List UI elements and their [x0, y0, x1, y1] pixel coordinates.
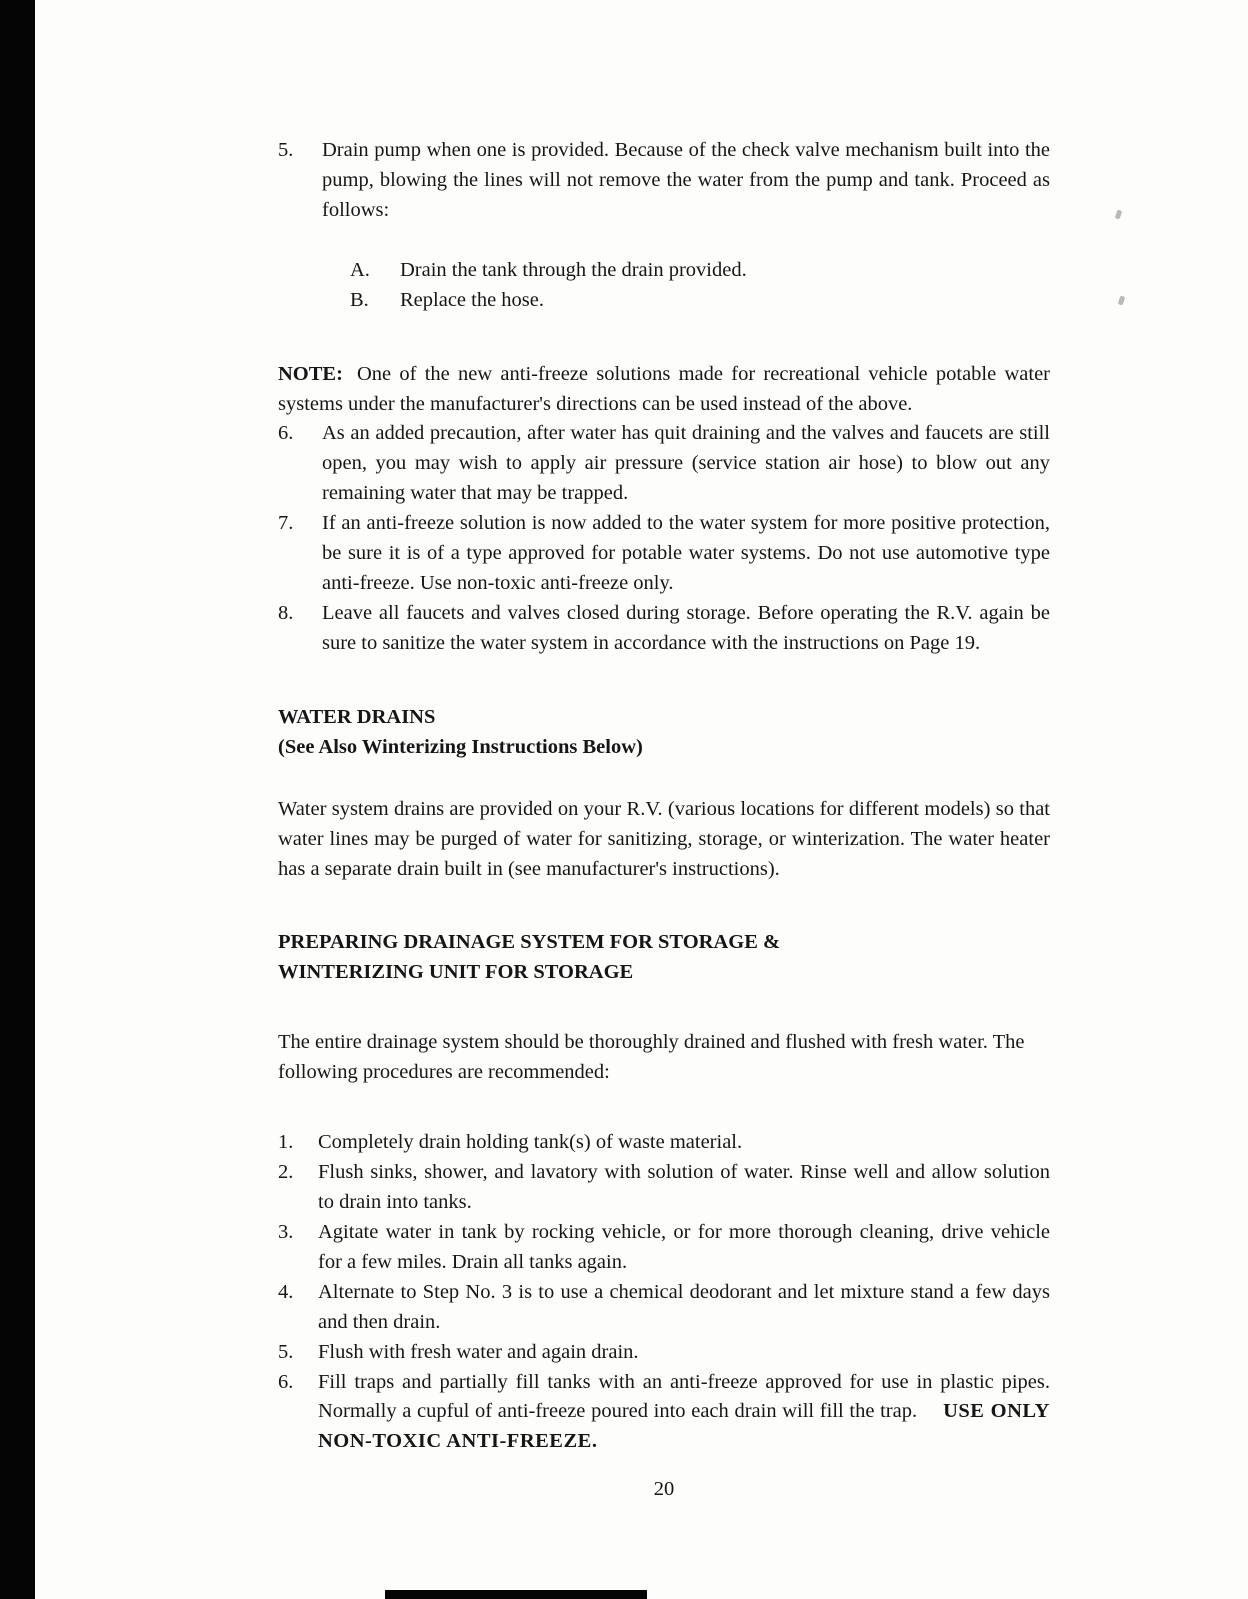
scan-artifact-left-bar — [0, 0, 35, 1599]
list-item-text — [318, 1368, 1050, 1458]
step-text: Fill traps and partially fill tanks with an anti-freeze approved for use in plastic pipes. Normally a cupful of anti-freeze poured into each drain will fill the trap. — [318, 1370, 1050, 1423]
step-item-4 — [278, 1278, 1050, 1338]
list-item-text: If an anti-freeze solution is now added to the water system for more positive protection, be sure it is of a type approved for potable water systems. Do not use automotive type anti-freeze. Use non-toxic anti-freeze only. — [322, 512, 1050, 595]
list-item-number: 1. — [278, 1131, 294, 1154]
sub-list-item-b — [350, 286, 1050, 316]
list-item-text: Agitate water in tank by rocking vehicle, or for more thorough cleaning, drive vehicle for a few miles. Drain all tanks again. — [318, 1220, 1050, 1273]
section-heading: WATER DRAINS — [278, 705, 436, 728]
scan-artifact-bottom-bar — [385, 1590, 647, 1599]
sub-list-item-a — [350, 256, 1050, 286]
list-item-text: Flush sinks, shower, and lavatory with solution of water. Rinse well and allow solution to drain into tanks. — [318, 1161, 1050, 1213]
paragraph: Water system drains are provided on your R.V. (various locations for different models) so that water lines may be purged of water for sanitizing, storage, or winterization. The water heater has a separate drain built in (see manufacturer's instructions). — [278, 797, 1050, 880]
list-item-text: Alternate to Step No. 3 is to use a chemical deodorant and let mixture stand a few days and then drain. — [318, 1280, 1050, 1333]
step-item-1 — [278, 1128, 1050, 1158]
intro-paragraph: The entire drainage system should be thoroughly drained and flushed with fresh water. The following procedures are recommended: — [278, 1031, 1025, 1084]
step-item-2 — [278, 1158, 1050, 1218]
list-item-number: 7. — [278, 512, 294, 535]
list-item-number: 6. — [278, 422, 294, 445]
section-heading-line2: WINTERIZING UNIT FOR STORAGE — [278, 961, 634, 984]
list-item-5 — [278, 136, 1050, 226]
list-item-number: 4. — [278, 1280, 294, 1303]
list-item-number: B. — [350, 288, 369, 311]
note-label: NOTE: — [278, 362, 343, 385]
list-item-text: Drain the tank through the drain provided. — [400, 258, 747, 281]
list-item-text: As an added precaution, after water has quit draining and the valves and faucets are still open, you may wish to apply air pressure (service station air hose) to blow out any remaining water that may be trapped. — [322, 422, 1050, 505]
list-item-number: 6. — [278, 1370, 294, 1393]
steps-list — [278, 1128, 1050, 1457]
list-item-number: 5. — [278, 1340, 294, 1363]
section-heading-line1: PREPARING DRAINAGE SYSTEM FOR STORAGE & — [278, 931, 781, 954]
list-item-text: Completely drain holding tank(s) of waste material. — [318, 1131, 743, 1154]
section-subheading: (See Also Winterizing Instructions Below) — [278, 735, 643, 758]
list-item-number: 2. — [278, 1161, 294, 1184]
list-item-6 — [278, 419, 1050, 509]
list-item-number: 3. — [278, 1220, 294, 1243]
list-item-7 — [278, 509, 1050, 599]
page-content — [278, 136, 1050, 1457]
note-paragraph — [278, 360, 1050, 420]
list-item-text: Flush with fresh water and again drain. — [318, 1340, 639, 1363]
step-bold-text: USE ONLY NON-TOXIC ANTI-FREEZE. — [318, 1400, 1050, 1453]
step-item-6 — [278, 1368, 1050, 1458]
step-item-3 — [278, 1218, 1050, 1278]
note-text: One of the new anti-freeze solutions made for recreational vehicle potable water systems under the manufacturer's directions can be used instead of the above. — [278, 362, 1050, 415]
list-item-text: Replace the hose. — [400, 288, 545, 311]
page-number: 20 — [653, 1478, 675, 1500]
sub-list — [350, 256, 1050, 316]
step-item-5 — [278, 1338, 1050, 1368]
scan-speck — [1118, 295, 1126, 305]
list-item-text: Drain pump when one is provided. Because of the check valve mechanism built into the pump, blowing the lines will not remove the water from the pump and tank. Proceed as follows: — [322, 139, 1050, 221]
section-preparing-drainage — [278, 928, 1050, 1457]
list-item-8 — [278, 599, 1050, 659]
scan-speck — [1115, 209, 1123, 219]
section-water-drains — [278, 703, 1050, 885]
list-item-number: A. — [350, 258, 370, 281]
list-item-number: 8. — [278, 601, 294, 624]
list-item-text: Leave all faucets and valves closed during storage. Before operating the R.V. again be sure to sanitize the water system in accordance with the instructions on Page 19. — [322, 601, 1050, 654]
list-item-number: 5. — [278, 139, 294, 161]
